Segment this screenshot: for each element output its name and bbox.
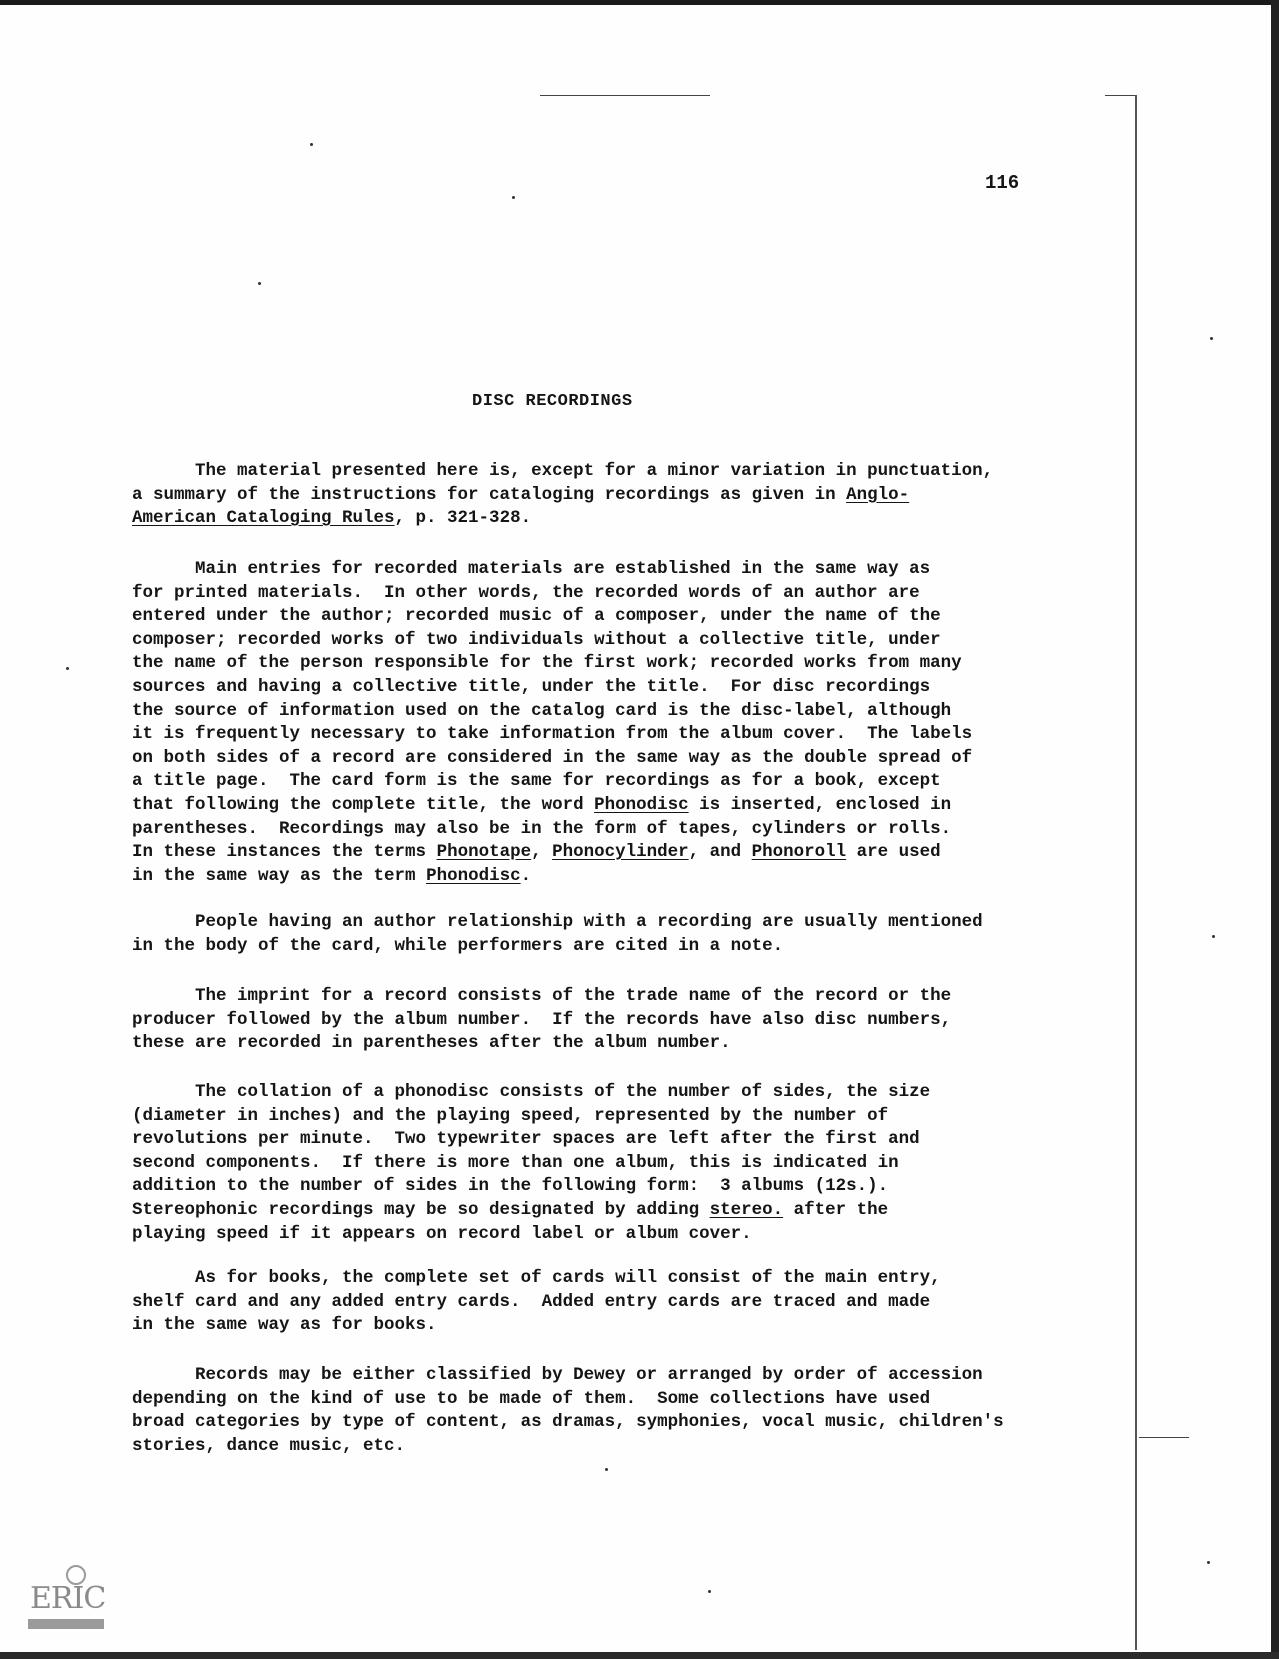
text-run: (diameter in inches) and the playing speed, represented by the number of	[132, 1105, 889, 1126]
text-run: after the	[783, 1199, 889, 1220]
text-line	[132, 582, 1092, 606]
text-run: The imprint for a record consists of the trade name of the record or the	[195, 986, 952, 1006]
scan-speck	[1210, 337, 1213, 340]
section-heading: DISC RECORDINGS	[472, 392, 633, 411]
text-run: Main entries for recorded materials are established in the same way as	[195, 559, 931, 579]
text-line	[132, 484, 1092, 508]
text-run: , p. 321-328.	[394, 508, 532, 529]
eric-logo	[28, 1577, 108, 1637]
text-line	[132, 1199, 1092, 1223]
underlined-term: American Cataloging Rules	[132, 508, 395, 529]
text-line	[132, 1032, 1092, 1056]
text-run: Stereophonic recordings may be so designated by adding	[132, 1199, 710, 1220]
text-line	[132, 1388, 1092, 1412]
text-run: People having an author relationship with a recording are usually mentioned	[195, 912, 983, 932]
text-run: is inserted, enclosed in	[688, 794, 952, 815]
scan-speck	[66, 667, 69, 670]
text-line	[132, 1009, 1092, 1033]
text-run: Records may be either classified by Dewey or arranged by order of accession	[195, 1365, 983, 1385]
text-run: ,	[531, 842, 553, 863]
scan-speck	[258, 282, 261, 285]
underlined-term: Phonodisc	[426, 865, 521, 886]
text-line	[132, 1291, 1092, 1315]
paragraph	[132, 1364, 1092, 1458]
scan-speck	[310, 143, 313, 146]
text-run: these are recorded in parentheses after the album number.	[132, 1033, 731, 1054]
text-run: .	[520, 865, 532, 886]
text-run: The collation of a phonodisc consists of the number of sides, the size	[195, 1082, 931, 1102]
text-line	[132, 747, 1092, 771]
text-run: depending on the kind of use to be made of them. Some collections have used	[132, 1388, 931, 1409]
text-run: that following the complete title, the word	[132, 794, 595, 815]
text-line	[132, 700, 1092, 724]
text-run: a title page. The card form is the same for recordings as for a book, except	[132, 771, 941, 792]
underlined-term: Phonodisc	[594, 794, 689, 815]
text-run: stories, dance music, etc.	[132, 1435, 406, 1456]
text-run: the source of information used on the catalog card is the disc-label, although	[132, 700, 952, 721]
logo-text: ERIC	[30, 1581, 106, 1616]
text-line	[132, 1411, 1092, 1435]
underlined-term: Phonocylinder	[552, 842, 689, 863]
scan-speck	[708, 1590, 711, 1593]
text-line	[132, 1105, 1092, 1129]
text-line	[132, 676, 1092, 700]
text-run: are used	[846, 842, 941, 863]
paragraph	[132, 911, 1092, 958]
text-line	[132, 935, 1092, 959]
text-run: sources and having a collective title, under the title. For disc recordings	[132, 676, 931, 697]
scan-speck	[512, 196, 515, 199]
text-line	[132, 460, 1092, 484]
text-line	[132, 652, 1092, 676]
text-line	[132, 507, 1092, 531]
text-run: addition to the number of sides in the following form: 3 albums (12s.).	[132, 1176, 889, 1197]
text-line	[132, 1081, 1092, 1105]
text-line	[132, 605, 1092, 629]
text-run: in the same way as for books.	[132, 1315, 437, 1336]
scan-rule-side	[1139, 1437, 1189, 1438]
underlined-term: Phonotape	[436, 842, 532, 863]
text-line	[132, 1128, 1092, 1152]
text-line	[132, 1435, 1092, 1459]
text-line	[132, 841, 1092, 865]
text-run: playing speed if it appears on record label or album cover.	[132, 1223, 752, 1244]
text-line	[132, 1223, 1092, 1247]
scan-speck	[605, 1468, 608, 1471]
scan-speck	[1212, 935, 1215, 938]
text-run: the name of the person responsible for the first work; recorded works from many	[132, 653, 962, 674]
page-number: 116	[985, 172, 1020, 194]
text-run: in the same way as the term	[132, 865, 427, 886]
text-run: composer; recorded works of two individuals without a collective title, under	[132, 629, 941, 650]
text-run: on both sides of a record are considered in the same way as the double spread of	[132, 747, 973, 768]
text-run: In these instances the terms	[132, 842, 437, 863]
text-run: broad categories by type of content, as dramas, symphonies, vocal music, children's	[132, 1412, 1004, 1433]
text-line	[132, 558, 1092, 582]
scan-edge-right	[1271, 0, 1279, 1659]
paragraph	[132, 1081, 1092, 1246]
text-line	[132, 985, 1092, 1009]
scan-margin-line	[1135, 95, 1137, 1650]
scan-edge-bottom	[0, 1652, 1279, 1659]
underlined-term: Phonoroll	[751, 842, 847, 863]
text-run: producer followed by the album number. If the records have also disc numbers,	[132, 1009, 952, 1030]
text-run: parentheses. Recordings may also be in the form of tapes, cylinders or rolls.	[132, 818, 952, 839]
text-line	[132, 865, 1092, 889]
text-line	[132, 911, 1092, 935]
text-line	[132, 1267, 1092, 1291]
logo-bar	[28, 1619, 104, 1629]
text-run: for printed materials. In other words, the recorded words of an author are	[132, 582, 920, 603]
text-run: The material presented here is, except for a minor variation in punctuation,	[195, 461, 994, 481]
scan-rule-top	[540, 95, 710, 96]
text-line	[132, 629, 1092, 653]
text-line	[132, 1364, 1092, 1388]
scan-edge-top	[0, 0, 1279, 5]
text-line	[132, 1314, 1092, 1338]
text-line	[132, 723, 1092, 747]
scan-speck	[1207, 1561, 1210, 1564]
underlined-term: Anglo-	[846, 484, 910, 505]
text-run: revolutions per minute. Two typewriter spaces are left after the first and	[132, 1129, 920, 1150]
text-run: As for books, the complete set of cards will consist of the main entry,	[195, 1268, 941, 1288]
paragraph	[132, 985, 1092, 1056]
text-line	[132, 818, 1092, 842]
underlined-term: stereo.	[709, 1199, 784, 1220]
text-run: entered under the author; recorded music of a composer, under the name of the	[132, 606, 941, 627]
paragraph	[132, 460, 1092, 531]
paragraph	[132, 1267, 1092, 1338]
text-run: second components. If there is more than one album, this is indicated in	[132, 1152, 899, 1173]
text-run: shelf card and any added entry cards. Added entry cards are traced and made	[132, 1291, 931, 1312]
text-line	[132, 1175, 1092, 1199]
paragraph	[132, 558, 1092, 888]
text-run: in the body of the card, while performers are cited in a note.	[132, 935, 784, 956]
text-line	[132, 1152, 1092, 1176]
text-run: a summary of the instructions for cataloging recordings as given in	[132, 484, 847, 505]
text-run: , and	[688, 842, 752, 863]
text-line	[132, 770, 1092, 794]
scan-rule-right	[1105, 95, 1135, 96]
text-line	[132, 794, 1092, 818]
text-run: it is frequently necessary to take information from the album cover. The labels	[132, 724, 973, 745]
